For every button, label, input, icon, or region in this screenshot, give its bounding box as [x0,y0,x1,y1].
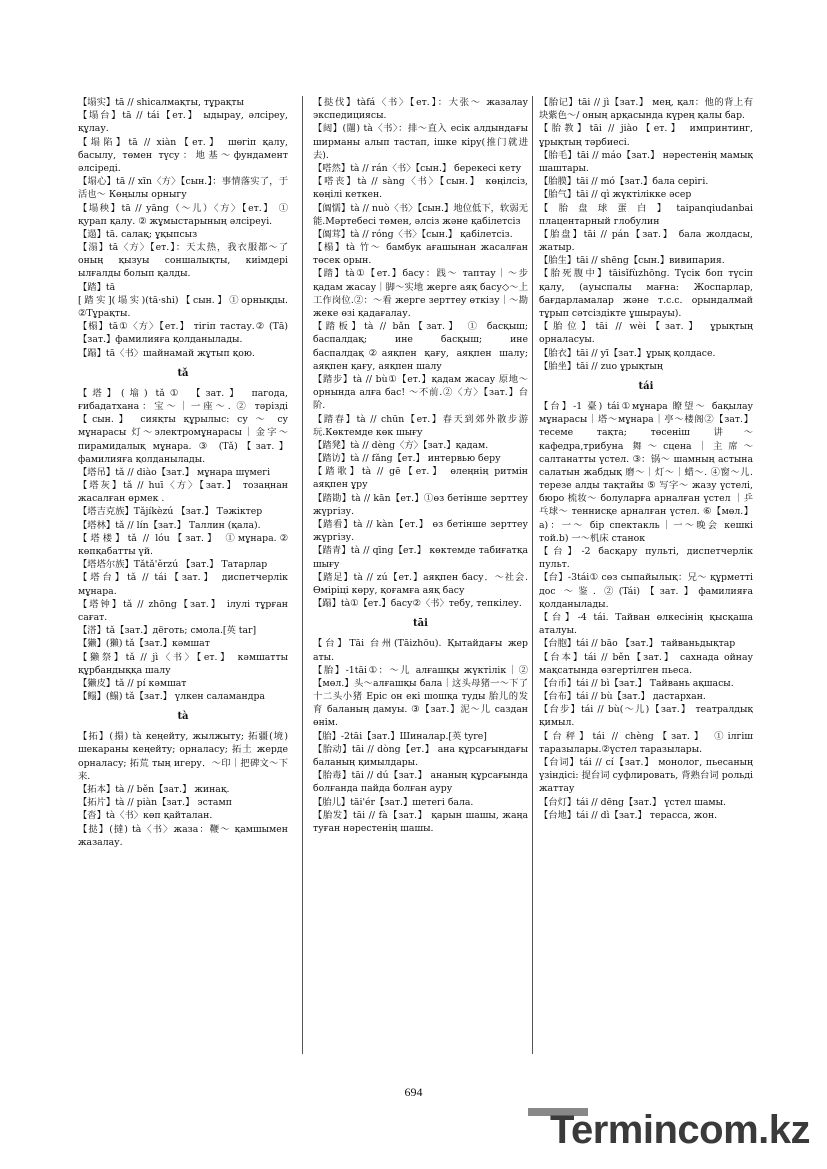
dictionary-entry: 【台胞】tái // bāo 【зат.】 тайваньдықтар [539,638,736,650]
dictionary-entry: 【踏足】tà // zú【ет.】аяқпен басу．～社会. Өміріці көру, қоғамға аяқ басу [313,571,528,596]
dictionary-entry: 【胎毒】tāi // dú【зат.】 ананың құрсағында болғанда пайда болған ауру [313,770,528,795]
dictionary-entry: 【塔林】tǎ // lín【зат.】 Таллин (қала). [78,519,261,531]
dictionary-entry: 【闼】(闥) tà〈书〉：排～直入 есік алдындағы ширманы алып тастап, ішке кіру(推门就进去). [313,123,528,161]
dictionary-entry: 【塌实】tā // shiсалмақты, тұрақты [78,97,244,108]
column-middle [313,96,528,1056]
page-number: 694 [404,1085,423,1099]
section-heading: tǎ [177,367,189,379]
dictionary-entry: 【胎儿】tāi'ér【зат.】шетегі бала. [313,796,474,808]
dictionary-entry: 【胎生】tāi // shēng【сын.】вивипария. [539,255,725,267]
dictionary-entry: 【踏青】tà // qīng【ет.】 көктемде табиғатқа шығу [313,545,528,570]
dictionary-entry: 【台布】tái // bù【зат.】 дастархан. [539,691,706,703]
dictionary-entry: 【塔塔尔族】Tǎtǎ'ěrzú 【зат.】 Татарлар [78,559,268,571]
dictionary-entry: 【溻】tā〈方〉【ет.】：天太热，我衣服都～了 оның қызуы соншалықты, киімдері ылғалды болып қалды. [78,242,288,280]
dictionary-entry: 【踏板】tà // bǎn【зат.】 ① басқыш; баспалдақ; ине басқыш; ине баспалдақ②аяқпен қағу, аяқпен шалу; аяқпен қағу, аяқпен шалу [313,321,528,372]
dictionary-entry: 【踏春】tà // chūn【ет.】春天到郊外散步游玩.Көктемде көк шығу [313,413,528,438]
dictionary-entry: 【台】-3tái① сөз сыпайылық：兄～ құрметті дос ～鉴. ②(Tái)【зат.】фамилияға қолданылады. [539,572,753,610]
dictionary-entry: 【胎】-2tāi【зат.】Шиналар.[英 tyre] [313,730,487,742]
dictionary-entry: 【胎衣】tāi // yī【зат.】ұрық қолдасе. [539,347,716,359]
dictionary-entry: 【台地】tái // dì【зат.】 терасса, жон. [539,809,718,821]
dictionary-entry: 【胎教】tāi // jiào【ет.】 импринтинг, ұрықтың тәрбиесі. [539,123,753,148]
dictionary-entry: 【踏访】tà // fǎng【ет.】 интервью беру [313,453,501,465]
dictionary-entry: 【拓本】tà // běn【зат.】 жинақ. [78,784,230,795]
dictionary-entry: 【嗒然】tà // rán〈书〉【сын.】 берекесі кету [313,162,522,174]
column-left [78,96,288,1056]
dictionary-entry: 【塌台】tā // tái【ет.】 ыдырау, әлсіреу, құлау. [78,110,288,135]
dictionary-entry: 【遢】tā. салақ; ұқыпсыз [78,228,198,240]
dictionary-entry: 【獭皮】tǎ // pí кәмшат [78,677,187,689]
dictionary-entry: 【胎膜】tāi // mó【зат.】бала серігі. [539,176,709,188]
dictionary-entry: 【胎毛】tāi // máo【зат.】 нәрестенің мамық шаштары. [539,149,753,174]
dictionary-entry: 【蹋】tà①【ет.】басу②〈书〉тебу, тепкілеу. [313,598,522,610]
dictionary-entry: 【阘茸】tà // róng〈书〉【сын.】 қабілетсіз. [313,228,513,240]
dictionary-entry: 【台】-1 臺) tái①мұнара 瞭望～ бақылау мұнарасы｜塔～мұнара｜亭～楼阁②【зат.】 тесеме тақта; төсеніш 讲～ кафедра,трибуна 舞～сцена｜主席～ салтанатты үстел. ③：锅～ шамның астына салатын жабдық 磨～｜灯～｜蜡～. ④窗～儿. терезе алды тақтайы ⑤ 写字～ жазу үстелі, бюро 梳妆～ болуларға арналған үстел ｜乒乓球～ теннисқе арналған үстел. ⑥【мөл.】 a)：一～ бір спектакль｜一～晚会 кешкі той.b) 一～机床 станок [539,400,753,544]
dictionary-entry: 【台币】tái // bì【зат.】 Тайвань ақшасы. [539,677,734,689]
dictionary-entry: 【塔钟】tǎ // zhōng【зат.】 ілулі тұрған сағат. [78,598,288,623]
dictionary-entry: 【塔】(墖) tǎ① 【зат.】 пагода, ғибадатхана：宝～｜一座～. ② тәрізді 【сын.】 сияқты құрылыс: су ～ су мұнарасы 灯～электромұнарасы｜金字～ пирамидалық мұнара. ③ (Tǎ)【зат.】фамилияға қолданылады. [78,387,288,465]
dictionary-entry: 【踏看】tà // kàn【ет.】 өз бетінше зерттеу жүргізу. [313,519,528,544]
section-heading: tái [638,380,654,392]
dictionary-entry: 【塌陷】tā // xiàn【ет.】 шөгіп қалу, басылу, төмен түсу：地基～фундамент әлсіреді. [78,136,288,174]
dictionary-entry: 【台本】tái // běn【зат.】 сахнада ойнау мақсатында өзгертілген пьеса. [539,651,753,676]
section-heading: tāi [413,618,428,630]
dictionary-entry: 【鳎】(鰨) tǎ【зат.】 үлкен саламандра [78,691,265,703]
site-logo [528,1102,818,1162]
dictionary-entry: 【榻】tà 竹～ бамбук ағашынан жасалған төсек орын. [313,242,528,267]
column-divider [302,96,303,1054]
dictionary-entry: 【踏歌】tà // gē【ет.】 өлеңнің ритмін аяқпен ұру [313,466,528,491]
dictionary-entry: 【塔楼】tǎ // lóu【зат.】 ①мұнара.② көпқабатты үй. [78,532,288,557]
dictionary-entry: 【塔灰】tǎ // huī〈方〉【зат.】 тозаңнан жасалған өрмек . [78,480,288,505]
dictionary-entry: 【挞伐】tàfá〈书〉【ет.】：大张～ жазалау экспедициясы. [313,97,528,122]
dictionary-entry: 【拓】(搨) tà кеңейту, жылжыту; 拓疆(境) шекараны кеңейту; орналасу; 拓土 жерде орналасу; 拓荒 тың игеру．～印｜把碑文～下来. [78,731,288,782]
dictionary-entry: 【台步】tái // bù(～儿)【зат.】 театралдық қимыл. [539,704,753,729]
dictionary-entry: 【踏】tà①【ет.】басу：践～ таптау｜～步 қадам жасау｜脚～实地 жерге аяқ басу◇～上工作岗位.②：～看 жерге зерттеу өткізу｜～勘 жеке өзі қадағалау. [313,268,528,319]
dictionary-entry: 【胎盘球蛋白】taipanqiudanbai плацентарный глобулин [539,202,753,227]
dictionary-entry: 【獭祭】tǎ // jì〈书〉【ет.】 кәмшатты құрбандыққа шалу [78,651,288,676]
dictionary-entry: [踏实](塌实)(tā·shi)【сын.】①орнықды. ②Тұрақты. [78,294,288,319]
dictionary-entry: 【胎死腹中】tāisǐfùzhōng. Түсік боп түсіп қалу, (ауыспалы мағна: Жоспарлар, бағдарламалар және т.с.с. орындалмай тұрып сәтсіздікте ұшырауы). [539,268,753,319]
dictionary-entry: 【溚】tǎ【зат.】дёготь; смола.[英 tar] [78,625,257,637]
dictionary-entry: 【胎气】tāi // qì жүктілікке әсер [539,189,692,201]
dictionary-entry: 【踏勘】tà // kān【ет.】①өз бетінше зерттеу жүргізу. [313,492,528,517]
dictionary-entry: 【沓】tà〈书〉көп қайталан. [78,810,213,822]
dictionary-entry: 【挞】(撻) tà〈书〉жаза：鞭～ қамшымен жазалау. [78,823,288,848]
dictionary-entry: 【胎】-1tāi①：～儿 алғашқы жүктілік｜② 【мөл.】头～алғашқы бала｜这头母猪一～下了十二头小猪 Еріс он екі шошқа туды 胎儿的发育 баланың дамуы. ③【зат.】泥～儿 саздан өнім. [313,664,528,729]
dictionary-entry: 【塔吉克族】Tǎjíkèzú 【зат.】 Тәжіктер [78,506,263,518]
section-heading: tà [177,711,189,723]
dictionary-entry: 【踏步】tà // bù①【ет.】қадам жасау 原地～орнында алға бас! ～不前.②〈方〉【зат.】台阶. [313,373,528,412]
dictionary-entry: 【台灯】tái // dēng【зат.】 үстел шамы. [539,796,727,808]
dictionary-entry: 【胎盘】tāi // pán【зат.】 бала жолдасы, жатыр. [539,228,753,254]
dictionary-entry: 【胎坐】tāi // zuo ұрықтың [539,360,663,372]
dictionary-entry: 【塔台】tǎ // tái【зат.】 диспетчерлік мұнара. [78,572,288,597]
column-divider [532,96,533,1054]
dictionary-entry: 【胎发】tāi // fà【зат.】 қарын шашы, жаңа туған нәрестенің шашы. [313,809,528,834]
dictionary-entry: 【胎位】tāi // wèi【зат.】 ұрықтың орналасуы. [539,321,753,346]
dictionary-entry: 【拓片】tà // piàn【зат.】 эстамп [78,797,232,809]
dictionary-entry: 【台秤】tái // chèng【зат.】 ①ілгіш таразылары.②үстел таразылары. [539,730,753,755]
dictionary-entry: 【台】Tāi 台州(Tāizhōu). Қытайдағы жер аты. [313,638,528,663]
dictionary-entry: 【台】-4 tái. Тайван өлкесінің қысқаша аталуы. [539,611,753,637]
dictionary-entry: 【塌秧】tā // yāng（～儿）〈方〉【ет.】 ① қурап қалу. ② жұмыстарының әлсіреуі. [78,202,288,227]
dictionary-entry: 【踏】tā [78,281,116,293]
dictionary-entry: 【胎动】tāi // dòng【ет.】 ана құрсағындағы баланың қимылдары. [313,743,528,768]
dictionary-entry: 【塔吊】tǎ // diào【зат.】 мұнара шүмегі [78,466,271,478]
logo-text: Termincom.kz [550,1108,810,1152]
dictionary-entry: 【台词】tái // cí【зат.】 монолог, пьесаның үзіндісі: 提台词 суфлировать, 背熟台词 рольді жаттау [539,757,753,795]
dictionary-entry: 【嗒丧】tà // sàng〈书〉【сын.】 көңілсіз, көңілі кеткен. [313,176,528,201]
dictionary-entry: 【台】-2 басқару пульті, диспетчерлік пульт. [539,546,753,571]
dictionary-entry: 【獭】(獺) tǎ【зат.】кәмшат [78,638,210,650]
dictionary-entry: 【胎记】tāi // jì【зат.】 мең, қал：他的背上有块紫色～/ оның арқасында күрең қалы бар. [539,97,753,122]
dictionary-entry: 【榻】tā①〈方〉【ет.】 тігіп тастау.② (Tā)【зат.】фамилияға қолданылады. [78,321,288,346]
dictionary-entry: 【踏凳】tà // dèng〈方〉【зат.】қадам. [313,439,489,451]
dictionary-entry: 【塌心】tā // xīn〈方〉【сын.】：事情落实了，于活也～ Көңылы орныгу [78,176,288,201]
dictionary-entry: 【阘懦】tà // nuò〈书〉【сын.】地位低下，软弱无能.Мәртебесі төмен, әлсіз және қабілетсіз [313,202,528,227]
column-right [539,96,753,1056]
dictionary-entry: 【蹋】tā〈书〉шайнамай жұтып қою. [78,347,255,359]
